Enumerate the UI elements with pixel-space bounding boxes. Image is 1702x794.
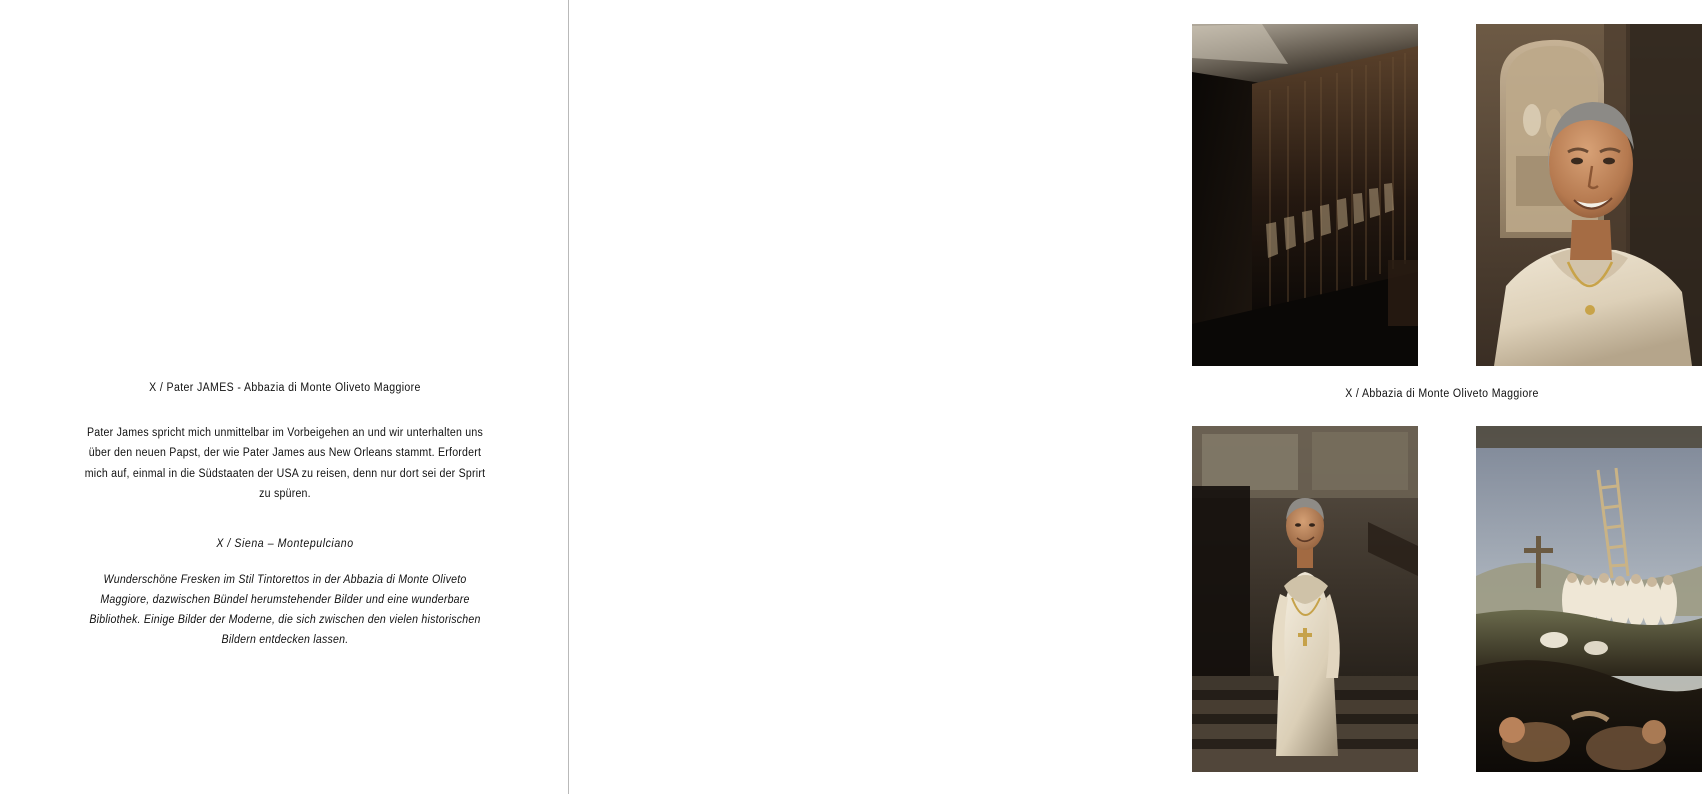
paragraph-one: Pater James spricht mich unmittelbar im Vorbeigehen an und wir unterhalten uns über den neuen Papst, der wie Pater James aus New Orleans stammt. Erfordert mich auf, einmal in die Südstaaten der USA zu reisen, denn nur dort sei der Sprirt zu spüren. (84, 427, 486, 500)
text-block (60, 380, 510, 650)
fresco-painting-photo (1476, 426, 1702, 772)
caption-heading: X / Pater JAMES - Abbazia di Monte Oliveto Maggiore (149, 382, 421, 394)
paragraph-two: Wunderschöne Fresken im Stil Tintorettos in der Abbazia di Monte Oliveto Maggiore, dazwischen Bündel herumstehender Bilder und eine wunderbare Bibliothek. Einige Bilder der Moderne, die sich zwischen den vielen historischen Bildern entdecken lassen. (89, 573, 481, 647)
monk-on-stairs-photo (1192, 426, 1418, 772)
monk-portrait-photo (1476, 24, 1702, 366)
image-column (568, 0, 1539, 794)
spacer (60, 504, 510, 538)
choir-stalls-photo (1192, 24, 1418, 366)
image-caption: X / Abbazia di Monte Oliveto Maggiore (1345, 388, 1539, 400)
text-column (0, 0, 568, 794)
sub-heading: X / Siena – Montepulciano (216, 537, 354, 550)
